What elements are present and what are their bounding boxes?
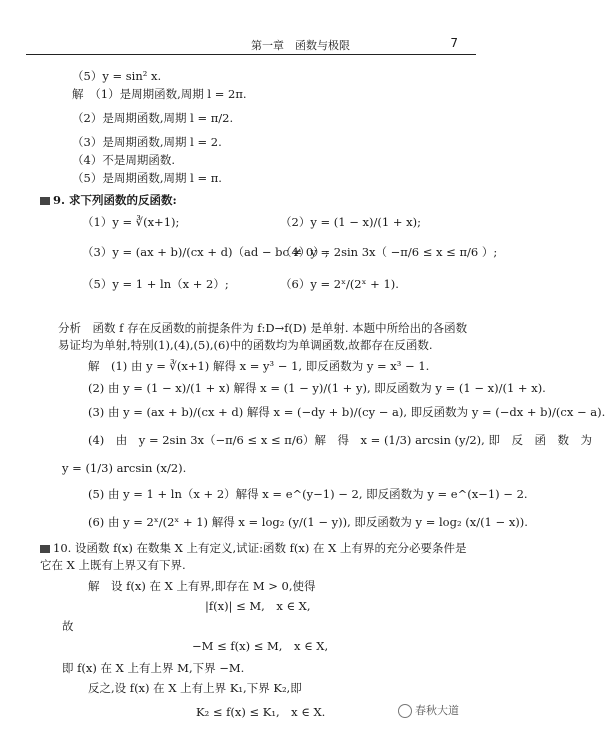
question-item: （2）y = (1 − x)/(1 + x);	[280, 215, 421, 229]
proof-line: 故	[62, 619, 74, 633]
question-item: （6）y = 2ˣ/(2ˣ + 1).	[280, 277, 399, 291]
question-item: （1）y = ∛(x+1);	[82, 215, 180, 229]
wechat-logo-icon	[398, 704, 412, 718]
watermark	[398, 702, 459, 718]
problem-10-heading	[40, 540, 475, 574]
proof-formula: K₂ ≤ f(x) ≤ K₁, x ∈ X.	[196, 705, 326, 719]
proof-line: 即 f(x) 在 X 上有上界 M,下界 −M.	[62, 661, 245, 675]
question-item: （4）y = 2sin 3x（ −π/6 ≤ x ≤ π/6 ）;	[280, 245, 498, 259]
question-item: （3）y = (ax + b)/(cx + d)（ad − bc ≠ 0）;	[82, 245, 329, 259]
problem-9-heading	[40, 192, 177, 208]
page-number: 7	[450, 36, 458, 50]
proof-line: 反之,设 f(x) 在 X 上有上界 K₁,下界 K₂,即	[88, 681, 302, 695]
chapter-title: 第一章 函数与极限	[251, 39, 350, 52]
solution-line: y = (1/3) arcsin (x/2).	[62, 461, 187, 475]
text-line: （2）是周期函数,周期 l = π/2.	[72, 111, 234, 125]
solution-line: (6) 由 y = 2ˣ/(2ˣ + 1) 解得 x = log₂ (y/(1 − y)), 即反函数为 y = log₂ (x/(1 − x)).	[88, 515, 528, 529]
problem-marker-icon	[40, 197, 50, 205]
solution-line: (3) 由 y = (ax + b)/(cx + d) 解得 x = (−dy + b)/(cy − a), 即反函数为 y = (−dx + b)/(cx − a).	[88, 405, 605, 419]
proof-formula: |f(x)| ≤ M, x ∈ X,	[205, 599, 311, 613]
page-header	[26, 36, 476, 55]
analysis-paragraph: 分析 函数 f 存在反函数的前提条件为 f:D→f(D) 是单射. 本题中所给出的各函数易证均为单射,特别(1),(4),(5),(6)中的函数均为单调函数,故都存在反函数.	[58, 321, 468, 352]
proof-line: 解 设 f(x) 在 X 上有界,即存在 M > 0,使得	[88, 579, 316, 593]
watermark-text: 春秋大道	[415, 704, 459, 717]
text-line: （4）不是周期函数.	[72, 153, 175, 167]
proof-formula: −M ≤ f(x) ≤ M, x ∈ X,	[192, 639, 329, 653]
problem-marker-icon	[40, 545, 50, 553]
text-line: 解 （1）是周期函数,周期 l = 2π.	[72, 87, 247, 101]
text-line: （3）是周期函数,周期 l = 2.	[72, 135, 222, 149]
solution-line: (4) 由 y = 2sin 3x（−π/6 ≤ x ≤ π/6）解 得 x = (1/3) arcsin (y/2), 即 反 函 数 为	[88, 433, 592, 447]
solution-line: (5) 由 y = 1 + ln（x + 2）解得 x = e^(y−1) − 2, 即反函数为 y = e^(x−1) − 2.	[88, 487, 528, 501]
question-item: （5）y = 1 + ln（x + 2）;	[82, 277, 229, 291]
solution-line: (2) 由 y = (1 − x)/(1 + x) 解得 x = (1 − y)/(1 + y), 即反函数为 y = (1 − x)/(1 + x).	[88, 381, 546, 395]
text-line: （5）y = sin² x.	[72, 69, 162, 83]
problem-10-text: 10. 设函数 f(x) 在数集 X 上有定义,试证:函数 f(x) 在 X 上有界的充分必要条件是它在 X 上既有上界又有下界.	[40, 541, 467, 572]
problem-9-text: 9. 求下列函数的反函数:	[53, 193, 177, 207]
text-line: （5）是周期函数,周期 l = π.	[72, 171, 222, 185]
solution-line: 解 (1) 由 y = ∛(x+1) 解得 x = y³ − 1, 即反函数为 y = x³ − 1.	[88, 359, 430, 373]
